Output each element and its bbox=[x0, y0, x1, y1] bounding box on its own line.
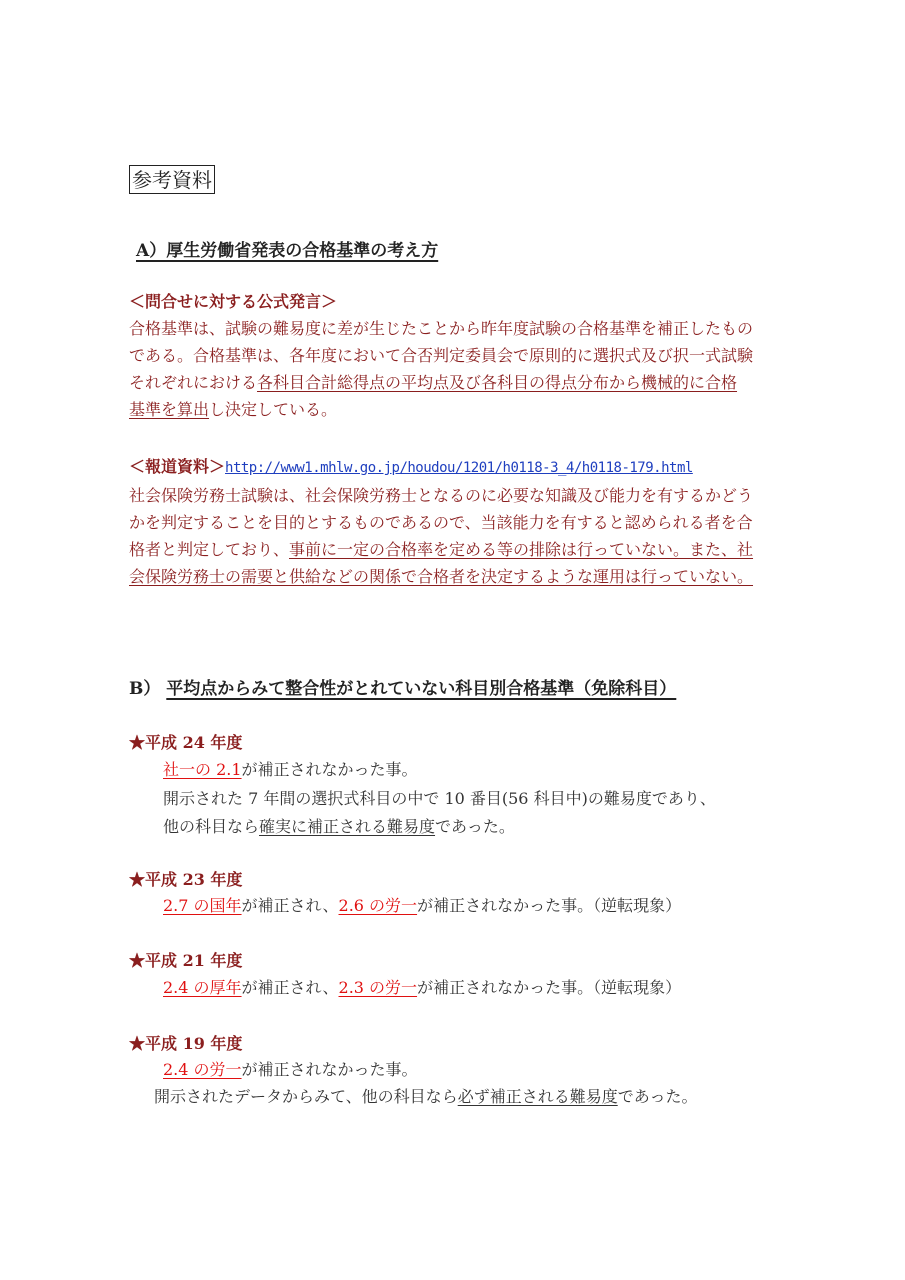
official-line-2: である。合格基準は、各年度において合否判定委員会で原則的に選択式及び択一式試験 bbox=[129, 346, 754, 365]
h21-highlight-1: 2.4 の厚年 bbox=[163, 978, 242, 997]
h19-heading: ★平成 19 年度 bbox=[129, 1034, 243, 1053]
h19-line-2 bbox=[154, 1084, 698, 1107]
h21-line bbox=[163, 975, 681, 998]
h23-post: が補正されなかった事。（逆転現象） bbox=[417, 896, 682, 915]
press-release-link[interactable]: http://www1.mhlw.go.jp/houdou/1201/h0118-3_4/h0118-179.html bbox=[225, 460, 693, 476]
h19-line-1-post: が補正されなかった事。 bbox=[241, 1060, 418, 1079]
press-heading-row bbox=[129, 453, 789, 482]
official-line-4 bbox=[129, 396, 789, 423]
h21-post: が補正されなかった事。（逆転現象） bbox=[417, 978, 682, 997]
h24-line-1 bbox=[163, 757, 418, 780]
section-b-title-row bbox=[129, 674, 676, 699]
official-statement-heading: ＜問合せに対する公式発言＞ bbox=[129, 292, 338, 311]
h19-highlight: 2.4 の労一 bbox=[163, 1060, 242, 1079]
section-a-title: A）厚生労働省発表の合格基準の考え方 bbox=[136, 241, 439, 261]
official-line-3-pre: それぞれにおける bbox=[129, 373, 258, 392]
h24-highlight: 社一の 2.1 bbox=[163, 760, 242, 779]
h24-line-1-post: が補正されなかった事。 bbox=[241, 760, 418, 779]
official-statement-block bbox=[129, 288, 789, 423]
section-label-box bbox=[129, 165, 215, 194]
h23-heading: ★平成 23 年度 bbox=[129, 870, 243, 889]
official-line-3-underlined: 各科目合計総得点の平均点及び各科目の得点分布から機械的に合格 bbox=[257, 373, 738, 392]
official-line-1: 合格基準は、試験の難易度に差が生じたことから昨年度試験の合格基準を補正したもの bbox=[129, 319, 754, 338]
press-heading: ＜報道資料＞ bbox=[129, 457, 226, 476]
press-line-1: 社会保険労務士試験は、社会保険労務士となるのに必要な知識及び能力を有するかどう bbox=[129, 486, 754, 505]
h24-heading: ★平成 24 年度 bbox=[129, 733, 243, 752]
h21-highlight-2: 2.3 の労一 bbox=[338, 978, 418, 997]
press-line-2: かを判定することを目的とするものであるので、当該能力を有すると認められる者を合 bbox=[129, 513, 753, 532]
h19-line-2-underlined: 必ず補正される難易度 bbox=[457, 1087, 618, 1106]
h19-line-2-post: であった。 bbox=[617, 1087, 698, 1106]
h21-heading: ★平成 21 年度 bbox=[129, 951, 243, 970]
h24-line-2: 開示された 7 年間の選択式科目の中で 10 番目(56 科目中)の難易度であり、 bbox=[163, 789, 716, 808]
h24-line-3-post: であった。 bbox=[435, 817, 515, 836]
official-line-4-underlined: 基準を算出 bbox=[129, 400, 210, 419]
h23-highlight-2: 2.6 の労一 bbox=[338, 896, 418, 915]
h24-line-3-pre: 他の科目なら bbox=[163, 817, 260, 836]
h19-line-1 bbox=[163, 1057, 418, 1080]
press-line-3 bbox=[129, 536, 789, 563]
h23-mid: が補正され、 bbox=[241, 896, 339, 915]
official-line-3 bbox=[129, 369, 789, 396]
h21-mid: が補正され、 bbox=[241, 978, 339, 997]
press-line-3-underlined: 事前に一定の合格率を定める等の排除は行っていない。また、社 bbox=[289, 540, 754, 559]
press-line-4 bbox=[129, 563, 789, 590]
section-b-title: 平均点からみて整合性がとれていない科目別合格基準（免除科目） bbox=[166, 679, 677, 699]
h24-line-3-underlined: 確実に補正される難易度 bbox=[259, 817, 436, 836]
official-line-4-post: し決定している。 bbox=[209, 400, 338, 419]
section-b-prefix: B） bbox=[129, 679, 161, 699]
press-release-block bbox=[129, 453, 789, 590]
press-line-3-pre: 格者と判定しており、 bbox=[129, 540, 290, 559]
section-label: 参考資料 bbox=[132, 168, 212, 192]
h23-highlight-1: 2.7 の国年 bbox=[163, 896, 242, 915]
h24-line-3 bbox=[163, 814, 515, 837]
h23-line bbox=[163, 893, 681, 916]
press-line-4-underlined: 会保険労務士の需要と供給などの関係で合格者を決定するような運用は行っていない。 bbox=[129, 567, 754, 586]
h19-line-2-pre: 開示されたデータからみて、他の科目なら bbox=[154, 1087, 458, 1106]
